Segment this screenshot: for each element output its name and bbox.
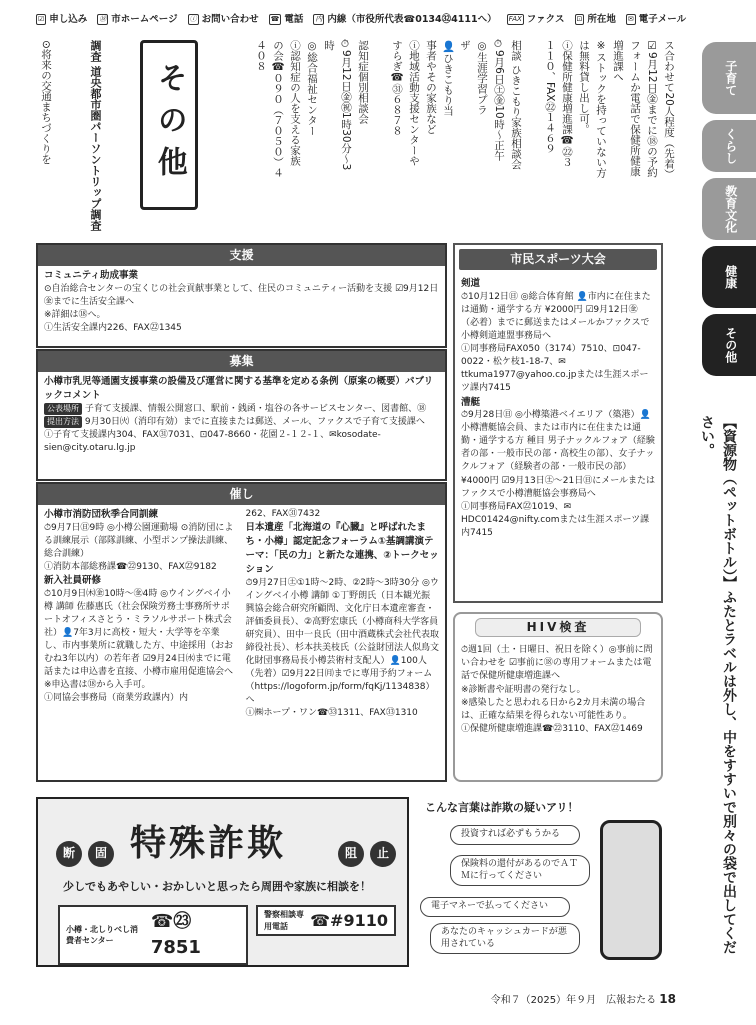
hiv-section xyxy=(453,612,663,782)
legend-label: 内線（市役所代表☎0134㉜4111へ） xyxy=(327,14,497,25)
vertical-text-line: ス合わせて20人程度（先着） xyxy=(663,40,675,180)
shien-body: ⊙自治総合センターの宝くじの社会貢献事業として、住民のコミュニティー活動を支援 ☑9月12日㊎までに生活安全課へ xyxy=(44,284,439,308)
legend-label: 電話 xyxy=(284,14,304,25)
hiv-heading: HIV検査 xyxy=(475,618,641,637)
event-body: ⏱9月7日㊐9時 ◎小樽公園運動場 ⊙消防団による訓練展示（部隊訓練、小型ポンプ操法訓練、総合訓練） xyxy=(44,523,234,560)
footer xyxy=(491,991,676,1009)
phone-icon: ☎ xyxy=(270,15,280,24)
shien-section xyxy=(36,243,447,348)
vertical-text-line: 認知症個別相談会 xyxy=(357,40,369,124)
smartphone-icon xyxy=(600,820,662,960)
shien-contact: ⓘ生活安全課内226、FAX㉒1345 xyxy=(44,323,182,334)
event-body: ⏱10月9日㈭㊎10時～㊎4時 ◎ウイングベイ小樽 講師 佐藤惠氏（社会保険労務士事務所サポートオフィスさとう・ミラソルサポート株式会社）👤7年3月に高校・短大・大学等を卒業し、市内事業所に就職した方、中途採用（おおむね3年以内）の若年者 ☑9月24日㈬までに電話または申込書を直接、小樽市雇用促進協会へ xyxy=(44,589,234,678)
kendo-contact: ⓘ同事務局FAX050（3174）7510、⊡047-0022・松ケ枝1-18-7、✉ttkuma1977@yahoo.co.jpまたは生涯スポーツ課内7415 xyxy=(461,344,649,394)
contact-label: 小樽・北しりべし消費者センター xyxy=(66,924,138,946)
fax-icon: FAX xyxy=(508,15,522,24)
tab-kosodate[interactable]: 子育て xyxy=(702,42,756,114)
vertical-text-line: ⓘ保健所健康増進課☎㉒３ xyxy=(561,40,573,168)
seal-icon: 固 xyxy=(88,841,114,867)
legend-apply xyxy=(36,13,87,27)
legend-label: 市ホームページ xyxy=(111,14,178,25)
vertical-text-line: ⓘ認知症の人を支える家族 xyxy=(289,40,301,166)
vertical-text-line: ☑9月12日㊎までに⑱の予約 xyxy=(646,40,658,178)
checkbox-icon: ☑ xyxy=(38,15,45,24)
legend-email xyxy=(626,13,686,27)
tab-kurashi[interactable]: くらし xyxy=(702,120,756,172)
event-body: ⏱9月27日㊏①1時～2時、②2時～3時30分 ◎ウイングベイ小樽 講師 ①丁野朗氏（日本観光振興協会総合研究所顧問、文化庁日本遺産審査・評価委員長）、②高野宏康氏（小樽商科大学客員研究員）、田中一良氏（田中酒蔵株式会社代表取締役社長）、杉本扶美枝氏（公益財団法人似鳥文化財団事務局長小樽芸術村支配人）👤100人（先着）☑9月22日㈪までに専用予約フォーム（https://logoform.jp/form/fqKj/1134838）へ xyxy=(245,577,440,705)
boshu-heading: 募集 xyxy=(38,351,445,372)
page-number: 18 xyxy=(659,992,676,1006)
event-contact: ⓘ同協会事務局（商業労政課内）内 xyxy=(44,693,189,704)
police-contact xyxy=(256,905,396,936)
shien-title: コミュニティ助成事業 xyxy=(44,270,139,282)
event-title: 日本遺産「北海道の『心臓』と呼ばれたまち・小樽」認定記念フォーラム①基調講演テーマ：「民の力」と新たな連携、②トークセッション xyxy=(245,522,439,575)
moyoshi-section xyxy=(36,482,447,782)
vertical-text-line: は無料貸し出し可。 xyxy=(578,40,590,135)
legend-label: 申し込み xyxy=(49,14,88,25)
boshu-section xyxy=(36,349,447,481)
vertical-text-line: の会☎０９０（７０５０）４ xyxy=(272,40,284,178)
city-logo-icon: ⑱ xyxy=(99,15,107,24)
vertical-text-line: 時 xyxy=(323,40,335,51)
vertical-text-line: ◎生涯学習プラ xyxy=(476,40,488,115)
hiv-note: ※診断書や証明書の発行なし。 xyxy=(461,684,586,695)
rowing-title: 漕艇 xyxy=(461,396,481,408)
event-contact: ⓘ消防本部総務課☎㉒9130、FAX㉒9182 xyxy=(44,562,217,573)
vertical-text-line: ザ xyxy=(459,40,471,51)
event-contact: ⓘ㈱ホープ・ワン☎㉝1311、FAX㉝1310 xyxy=(245,707,418,718)
moyoshi-heading: 催し xyxy=(38,484,445,505)
survey-text: ⊙将来の交通まちづくりを xyxy=(40,40,52,165)
survey-title: 調査 道央都市圏パーソントリップ調査 xyxy=(89,40,102,231)
boshu-title: 小樽市乳児等通園支援事業の設備及び運営に関する基準を定める条例（原案の概要）パブリックコメント xyxy=(44,376,434,402)
fraud-banner xyxy=(36,797,409,967)
event-contact-cont: 262、FAX㉛7432 xyxy=(245,509,321,520)
phrases-heading: こんな言葉は詐欺の疑いアリ！ xyxy=(425,801,579,814)
phrase-bubble: 投資すれば必ずもうかる xyxy=(450,825,580,845)
legend-label: ファクス xyxy=(526,14,565,25)
section-title-sonota: その他 xyxy=(140,40,198,210)
tab-kenko[interactable]: 健康 xyxy=(702,246,756,308)
shien-note: ※詳細は⑱へ。 xyxy=(44,310,106,321)
legend-label: お問い合わせ xyxy=(201,14,259,25)
event-note: ※申込書は⑱から入手可。 xyxy=(44,680,151,691)
legend-label: 電子メール xyxy=(638,14,687,25)
phrase-bubble: 電子マネーで払ってください xyxy=(420,897,570,917)
seal-icon: 止 xyxy=(370,841,396,867)
rowing-contact: ⓘ同事務局FAX㉒1019、✉HDC01424@nifty.comまたは生涯スポーツ課内7415 xyxy=(461,501,650,538)
rowing-body: ⏱9月28日㊐ ◎小樽築港ベイエリア（築港）👤小樽漕艇協会員、または市内に在住または通勤・通学する方 種目 男子ナックルフォア（経験者の部・一般市民の部・高校生の部）、女子ナックルフォア（経験者の部・一般市民の部）¥4000円 ☑9月13日㊏～21日㊐にメールまたはファクスで小樽漕艇協会事務局へ xyxy=(461,410,656,499)
extension-icon: 内 xyxy=(315,15,323,24)
vertical-text-line: 相談 ひきこもり家族相談会 xyxy=(510,40,522,170)
event-title: 新入社員研修 xyxy=(44,575,102,587)
vertical-text-line: ◎総合福祉センター xyxy=(306,40,318,136)
hiv-note: ※感染したと思われる日から2カ月未満の場合は、正確な結果を得られない可能性あり。 xyxy=(461,697,646,721)
hiv-contact: ⓘ保健所健康増進課☎㉒3110、FAX㉒1469 xyxy=(461,723,643,734)
vertical-text-line: ⏱9月12日㊎㊗1時30分～3 xyxy=(340,40,352,171)
vertical-text-line: フォームか電話で保健所健康 xyxy=(629,40,641,177)
vertical-text-line: ⓘ地域活動支援センターや xyxy=(408,40,420,166)
kendo-body: ⏱10月12日㊐ ◎総合体育館 👤市内に在住または通勤・通学する方 ¥2000円 ☑9月12日㊎（必着）までに郵送またはメールかファクスで小樽剣道連盟事務局へ xyxy=(461,292,651,342)
legend-address xyxy=(575,13,616,27)
boshu-contact: ⓘ子育て支援課内304、FAX㉛7031、⊡047-8660・花園２-１２-１、✉kosodate-sien@city.otaru.lg.jp xyxy=(44,430,381,454)
mail-icon: ✉ xyxy=(627,15,634,24)
fraud-title: 特殊詐欺 xyxy=(130,822,287,864)
hiv-body: ⏱週1回（土・日曜日、祝日を除く）◎事前に問い合わせを ☑事前に⑱の専用フォームまたは電話で保健所健康増進課へ xyxy=(461,645,653,682)
shien-heading: 支援 xyxy=(38,245,445,266)
seal-icon: 断 xyxy=(56,841,82,867)
event-title: 小樽市消防団秋季合同訓練 xyxy=(44,509,159,521)
vertical-text-line: ⏱9月6日㊏㊎10時～正午 xyxy=(493,40,505,161)
legend-phone xyxy=(269,13,304,27)
legend-extension xyxy=(313,13,496,27)
sports-section xyxy=(453,243,663,603)
header-legend xyxy=(36,13,687,27)
boshu-body2: 9月30日㈫（消印有効）までに直接または郵送、メール、ファクスで子育て支援課へ xyxy=(84,416,425,427)
vertical-text-line: １１０、FAX㉒１４６９ xyxy=(544,40,556,154)
legend-fax xyxy=(507,13,565,27)
legend-label: 所在地 xyxy=(587,14,616,25)
footer-text: 令和７（2025）年９月 広報おたる xyxy=(490,995,657,1006)
chip-public-place: 公表場所 xyxy=(44,403,82,415)
seal-icon: 阻 xyxy=(338,841,364,867)
phrase-bubble: あなたのキャッシュカードが悪用されている xyxy=(430,923,580,954)
vertical-text-line: 増進課へ xyxy=(612,40,624,82)
phrase-bubble: 保険料の還付があるのでＡＴＭに行ってください xyxy=(450,855,590,886)
legend-homepage xyxy=(97,13,177,27)
vertical-text-line: ※ストックを持っていない方 xyxy=(595,40,607,178)
vertical-text-line: すらぎ☎㉛６８７８ xyxy=(391,40,403,136)
fraud-phrases xyxy=(415,800,670,970)
legend-inquiry xyxy=(188,13,259,27)
vertical-text-line: ４０８ xyxy=(255,40,267,72)
boshu-body1: 子育て支援課、情報公開窓口、駅前・銭函・塩谷の各サービスセンター、図書館、⑱ xyxy=(84,403,427,414)
tab-sonota[interactable]: その他 xyxy=(702,314,756,376)
info-icon: ⓘ xyxy=(189,15,197,24)
consumer-center-contact xyxy=(58,905,248,965)
vertical-text-line: 👤ひきこもり当 xyxy=(442,40,454,116)
address-icon: ⊡ xyxy=(576,15,583,24)
contact-number: ☎㉓7851 xyxy=(150,911,201,959)
chip-submit-method: 提出方法 xyxy=(44,416,82,428)
contact-label: 警察相談専用電話 xyxy=(264,910,304,931)
sports-heading: 市民スポーツ大会 xyxy=(459,249,657,270)
contact-number: ☎#9110 xyxy=(310,911,388,930)
vertical-text-line: 事者やその家族など xyxy=(425,40,437,135)
kendo-title: 剣道 xyxy=(461,278,481,290)
fraud-subtitle: 少しでもあやしい・おかしいと思ったら周囲や家族に相談を！ xyxy=(63,880,371,893)
recycling-note: 【資源物（ペットボトル）】ふたとラベルは外し、中をすすいで別々の袋で出してください。 xyxy=(699,415,737,954)
tab-kyoiku[interactable]: 教育文化 xyxy=(702,178,756,240)
